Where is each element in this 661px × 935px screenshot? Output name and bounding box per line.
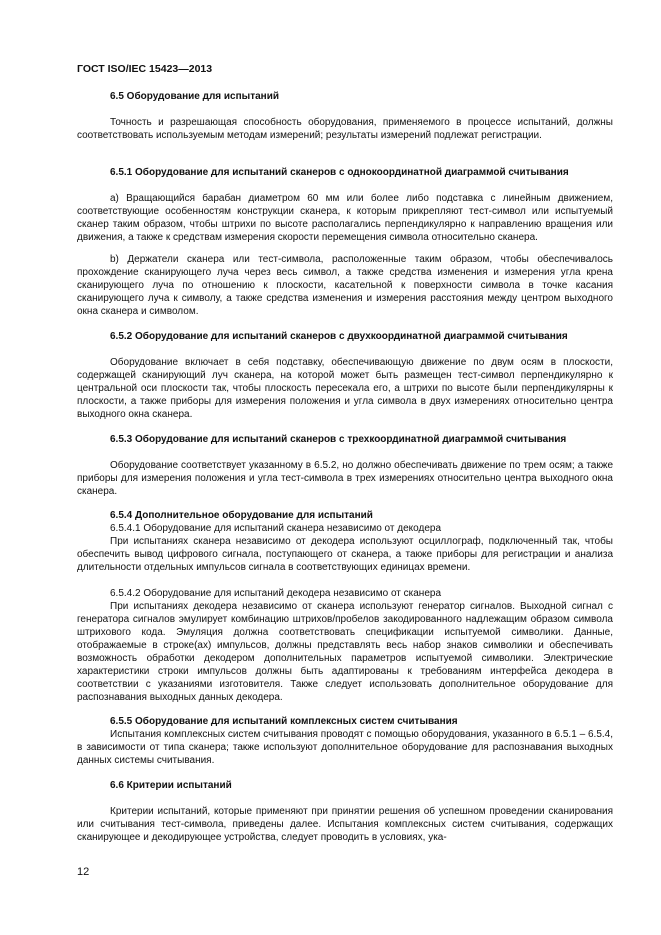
section-6-5-title: 6.5 Оборудование для испытаний bbox=[110, 91, 279, 102]
section-6-5-2-paragraph: Оборудование включает в себя подставку, обеспечивающую движение по двум осям в плоскости, содержащей сканирующий луч сканера, на которой может быть размещен тест-символ перпендикулярно к центральной оси плоскости так, чтобы плоскость пересекала его, а штрихи по высоте были перпендикулярны к плоскости, а также приборы для измерения положения и угла символа в двух измерениях относительно центра выходного окна сканера. bbox=[77, 357, 613, 420]
section-6-5-4-1-title: 6.5.4.1 Оборудование для испытаний сканера независимо от декодера bbox=[110, 523, 442, 534]
section-6-5-2-title: 6.5.2 Оборудование для испытаний сканеров с двухкоординатной диаграммой считывания bbox=[110, 331, 568, 342]
section-6-5-1-item-a: а) Вращающийся барабан диаметром 60 мм или более либо подставка с линейным движением, соответствующие особенностям конструкции сканера, к которым прикрепляют тест-символ или испытуемый сканер таким образом, чтобы штрихи по высоте располагались перпендикулярно к направлению вращения или движения, а также к средствам измерения скорости перемещения символа относительно сканера. bbox=[77, 193, 613, 243]
section-6-5-4-title: 6.5.4 Дополнительное оборудование для испытаний bbox=[110, 510, 373, 521]
section-6-5-3-paragraph: Оборудование соответствует указанному в 6.5.2, но должно обеспечивать движение по трем осям; а также приборы для измерения положения и угла тест-символа в трех измерениях относительно центра выходного окна сканера. bbox=[77, 460, 613, 497]
section-6-5-4-1-paragraph: При испытаниях сканера независимо от декодера используют осциллограф, подключенный так, чтобы обеспечить вывод цифрового сигнала, поступающего от сканера, а также приборы для регистрации и анализа длительности отдельных импульсов сигнала в соответствующих единицах времени. bbox=[77, 536, 613, 573]
section-6-5-4-2-paragraph: При испытаниях декодера независимо от сканера используют генератор сигналов. Выходной сигнал с генератора сигналов эмулирует комбинацию штрихов/пробелов закодированного надлежащим образом символа штрихового кода. Эмуляция должна соответствовать спецификации испытуемой символики. Данные, отображаемые в строке(ах) импульсов, должны представлять весь набор знаков символики и обеспечивать возможность обработки декодером дополнительных параметров испытуемой символики. Электрические характеристики строки импульсов должны быть адаптированы к требованиям интерфейса декодера в соответствии с указаниями изготовителя. Также следует использовать дополнительное оборудование для распознавания выходных данных декодера. bbox=[77, 601, 613, 703]
section-6-5-1-item-b: b) Держатели сканера или тест-символа, расположенные таким образом, чтобы обеспечивалось прохождение сканирующего луча через весь символ, а также средства изменения и измерения угла крена сканирующего луча по отношению к плоскости, касательной к поверхности символа в точке касания сканирующего луча к символу, а также средства изменения и измерения расстояния между центром выходного окна сканера и символом. bbox=[77, 254, 613, 317]
section-6-6-title: 6.6 Критерии испытаний bbox=[110, 780, 232, 791]
document-header: ГОСТ ISO/IEC 15423—2013 bbox=[77, 63, 213, 75]
section-6-5-1-title: 6.5.1 Оборудование для испытаний сканеров с однокоординатной диаграммой считывания bbox=[110, 167, 569, 178]
section-6-5-5-title: 6.5.5 Оборудование для испытаний комплексных систем считывания bbox=[110, 716, 458, 727]
section-6-5-paragraph: Точность и разрешающая способность оборудования, применяемого в процессе испытаний, должны соответствовать используемым методам измерений; результаты измерений подлежат регистрации. bbox=[77, 117, 613, 141]
section-6-5-4-2-title: 6.5.4.2 Оборудование для испытаний декодера независимо от сканера bbox=[110, 588, 442, 599]
section-6-5-5-paragraph: Испытания комплексных систем считывания проводят с помощью оборудования, указанного в 6.5.1 – 6.5.4, в зависимости от типа сканера; также используют дополнительное оборудование для распознавания выходных данных системы считывания. bbox=[77, 729, 613, 766]
section-6-5-3-title: 6.5.3 Оборудование для испытаний сканеров с трехкоординатной диаграммой считывания bbox=[110, 434, 567, 445]
section-6-6-paragraph: Критерии испытаний, которые применяют при принятии решения об успешном проведении сканирования или считывания тест-символа, приведены далее. Испытания комплексных систем считывания, содержащих сканирующее и декодирующее устройства, следует проводить в условиях, ука- bbox=[77, 806, 613, 843]
page-number: 12 bbox=[77, 866, 90, 878]
